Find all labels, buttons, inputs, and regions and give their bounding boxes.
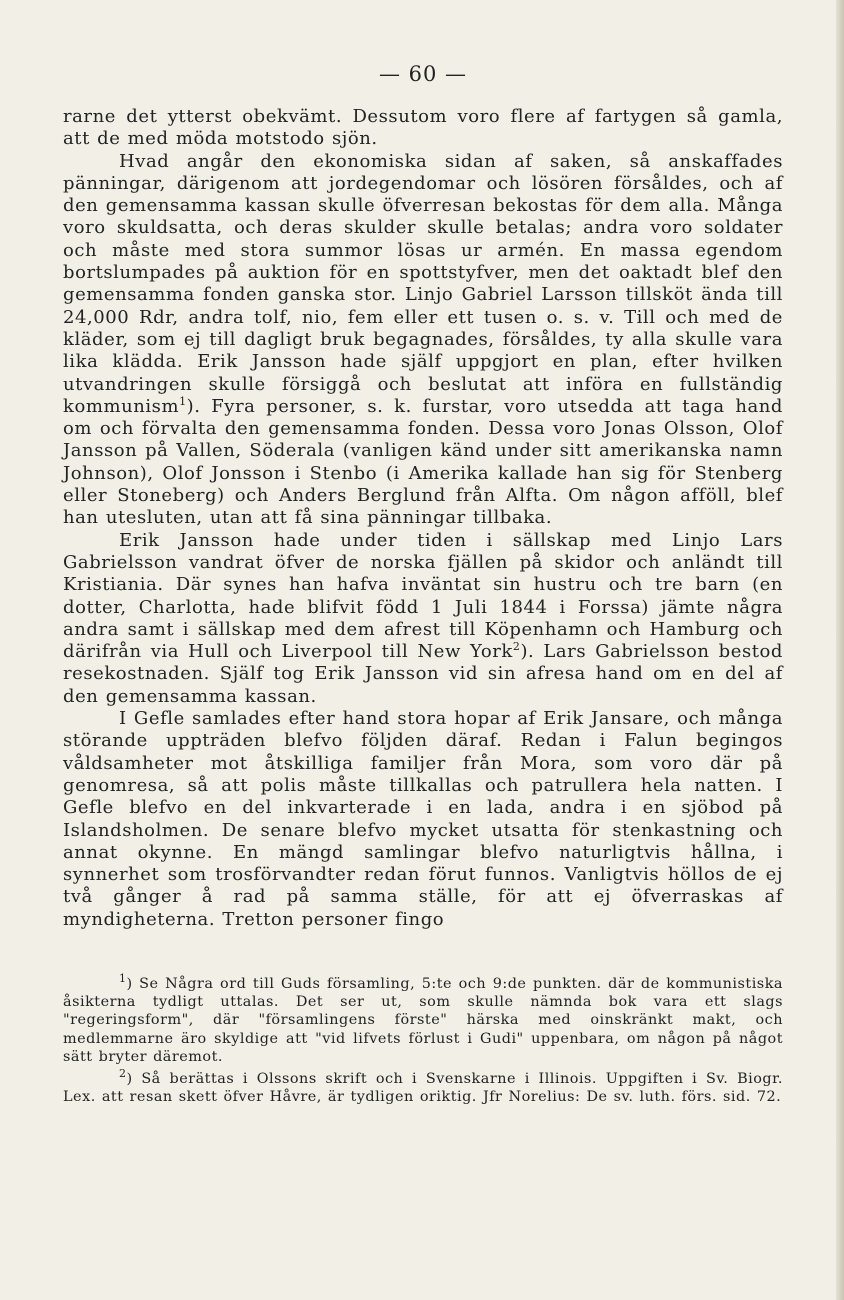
footnote-ref-1: 1: [179, 394, 187, 408]
footnote-2-mark: 2: [119, 1067, 127, 1081]
paragraph-3: [63, 530, 783, 708]
paragraph-3-text-b: ). Lars Gabrielsson bestod resekostnaden. Själf tog Erik Jansson vid sin afresa hand om en del af den gemensamma kassan.: [63, 641, 783, 707]
footnotes: [63, 972, 783, 1106]
page-edge-shadow: [836, 0, 844, 1300]
footnote-1-text: ) Se Några ord till Guds församling, 5:te och 9:de punkten. där de kommunistiska åsikterna tydligt uttalas. Det ser ut, som skulle nämnda bok vara ett slags "regeringsform", där "församlingens förste" härska med oinskränkt makt, och medlemmarne äro skyldige att "vid lifvets förlust i Gudi" uppenbara, om någon på något sätt bryter däremot.: [63, 975, 783, 1065]
footnote-ref-2: 2: [512, 640, 521, 654]
paragraph-1: rarne det ytterst obekvämt. Dessutom voro flere af fartygen så gamla, att de med möda motstodo sjön.: [63, 106, 783, 150]
book-page: [63, 62, 783, 1110]
footnote-1-mark: 1: [119, 972, 127, 986]
paragraph-2: [63, 151, 783, 530]
footnote-2: [63, 1067, 783, 1106]
footnote-2-text: ) Så berättas i Olssons skrift och i Svenskarne i Illinois. Uppgiften i Sv. Biogr. Lex. att resan skett öfver Håvre, är tydligen oriktig. Jfr Norelius: De sv. luth. förs. sid. 72.: [63, 1071, 783, 1106]
paragraph-3-text-a: Erik Jansson hade under tiden i sällskap med Linjo Lars Gabrielsson vandrat öfver de norska fjällen på skidor och anländt till Kristiania. Där synes han hafva inväntat sin hustru och tre barn (en dotter, Charlotta, hade blifvit född 1 Juli 1844 i Forssa) jämte några andra samt i sällskap med dem afrest till Köpenhamn och Hamburg och därifrån via Hull och Liverpool till New York: [63, 529, 783, 663]
paragraph-2-text-b: ). Fyra personer, s. k. furstar, voro utsedda att taga hand om och förvalta den gemensamma fonden. Dessa voro Jonas Olsson, Olof Jansson på Vallen, Söderala (vanligen känd under sitt amerikanska namn Johnson), Olof Jonsson i Stenbo (i Amerika kallade han sig för Stenberg eller Stoneberg) och Anders Berglund från Alfta. Om någon afföll, blef han utesluten, utan att få sina pänningar tillbaka.: [63, 395, 783, 529]
page-number: — 60 —: [378, 62, 468, 86]
paragraph-2-text-a: Hvad angår den ekonomiska sidan af saken, så anskaffades pänningar, därigenom att jordegendomar och lösören försåldes, och af den gemensamma kassan skulle öfverresan bekostas för dem alla. Många voro skuldsatta, och deras skulder skulle betalas; andra voro soldater och måste med stora summor lösas ur armén. En massa egendom bortslumpades på auktion för en spottstyfver, men det oaktadt blef den gemensamma fonden ganska stor. Linjo Gabriel Larsson tillsköt ända till 24,000 Rdr, andra tolf, nio, fem eller ett tusen o. s. v. Till och med de kläder, som ej till dagligt bruk begagnades, försåldes, ty alla skulle vara lika klädda. Erik Jansson hade själf uppgjort en plan, efter hvilken utvandringen skulle försiggå och beslutat att införa en fullständig kommunism: [63, 150, 783, 417]
paragraph-4: I Gefle samlades efter hand stora hopar af Erik Jansare, och många störande uppträden blefvo följden däraf. Redan i Falun begingos våldsamheter mot åtskilliga familjer från Mora, som voro där på genomresa, så att polis måste tillkallas och patrullera hela natten. I Gefle blefvo en del inkvarterade i en lada, andra i en sjöbod på Islandsholmen. De senare blefvo mycket utsatta för stenkastning och annat okynne. En mängd samlingar blefvo naturligtvis hållna, i synnerhet som trosförvandter redan förut funnos. Vanligtvis höllos de ej två gånger å rad på samma ställe, för att ej öfverraskas af myndigheterna. Tretton personer fingo: [63, 708, 784, 930]
footnote-1: [63, 972, 783, 1066]
